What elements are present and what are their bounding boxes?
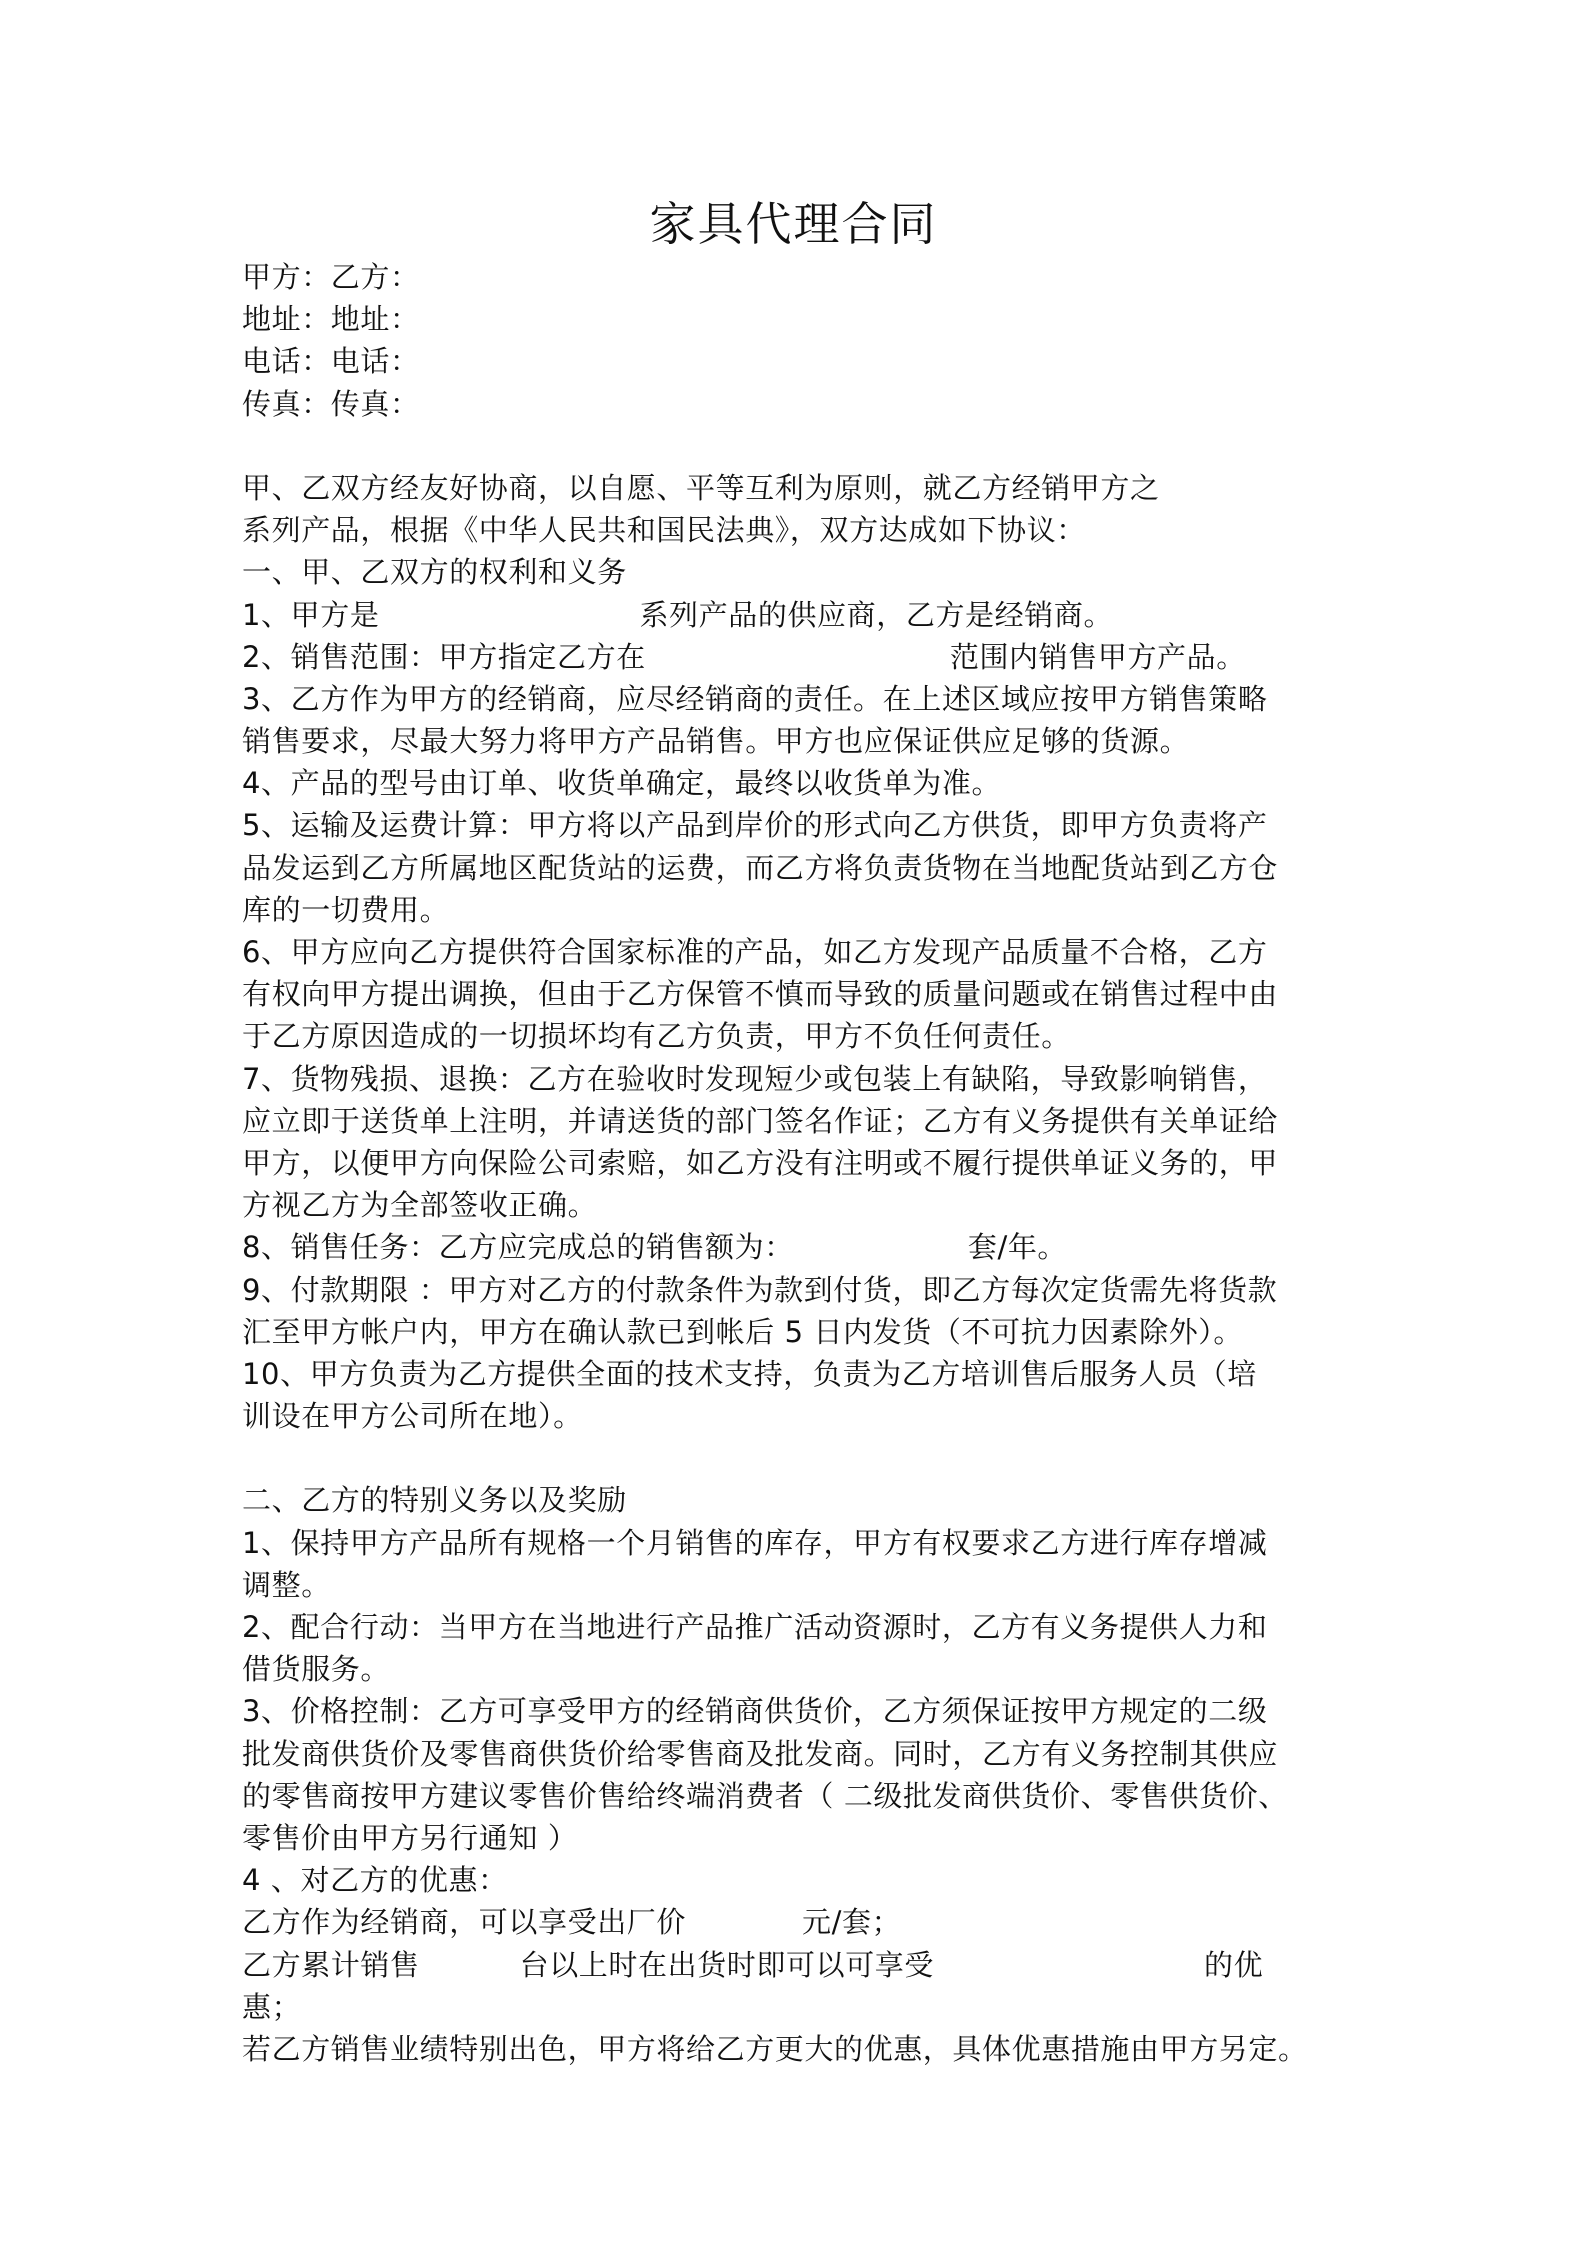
spacer [242, 425, 1362, 467]
clause-text: 1、甲方是 [242, 597, 380, 632]
clause-text: 8、销售任务：乙方应完成总的销售额为： [242, 1230, 794, 1265]
discount-line [242, 1901, 1362, 1943]
preamble-line: 系列产品，根据《中华人民共和国民法典》，双方达成如下协议： [242, 513, 1086, 548]
preamble-line: 甲、乙双方经友好协商，以自愿、平等互利为原则，就乙方经销甲方之 [242, 470, 1160, 505]
clause-text: 乙方累计销售 [242, 1947, 420, 1982]
clause-1-10: 10、甲方负责为乙方提供全面的技术支持，负责为乙方培训售后服务人员（培 [242, 1356, 1257, 1391]
clause-1-5: 5、运输及运费计算：甲方将以产品到岸价的形式向乙方供货，即甲方负责将产 [242, 808, 1268, 843]
clause-text: 系列产品的供应商，乙方是经销商。 [639, 597, 1114, 632]
spacer [242, 1437, 1362, 1479]
clause-2-2: 2、配合行动：当甲方在当地进行产品推广活动资源时，乙方有义务提供人力和 [242, 1610, 1268, 1644]
clause-1-6: 于乙方原因造成的一切损坏均有乙方负责，甲方不负任何责任。 [242, 1019, 1071, 1054]
clause-text: 的优 [1204, 1947, 1264, 1982]
clause-1-9: 9、付款期限 ：甲方对乙方的付款条件为款到付货，即乙方每次定货需先将货款 [242, 1272, 1278, 1307]
clause-2-3: 批发商供货价及零售商供货价给零售商及批发商。同时，乙方有义务控制其供应 [242, 1736, 1279, 1771]
clause-1-9: 汇至甲方帐户内，甲方在确认款已到帐后 5 日内发货（不可抗力因素除外）。 [242, 1314, 1243, 1349]
section-1-heading: 一、甲、乙双方的权利和义务 [242, 555, 627, 590]
clause-1-2 [242, 636, 1362, 678]
phone-line: 电话：电话： [242, 344, 420, 379]
clause-1-7: 方视乙方为全部签收正确。 [242, 1188, 598, 1223]
discount-line: 若乙方销售业绩特别出色，甲方将给乙方更大的优惠，具体优惠措施由甲方另定。 [242, 2031, 1308, 2066]
section-2-heading: 二、乙方的特别义务以及奖励 [242, 1483, 627, 1518]
discount-line [242, 1944, 1362, 1986]
clause-2-1: 调整。 [242, 1567, 331, 1602]
clause-2-2: 借货服务。 [242, 1652, 391, 1687]
clause-1-3: 销售要求，尽最大努力将甲方产品销售。甲方也应保证供应足够的货源。 [242, 724, 1190, 759]
clause-2-1: 1、保持甲方产品所有规格一个月销售的库存，甲方有权要求乙方进行库存增减 [242, 1525, 1268, 1560]
clause-text: 2、销售范围：甲方指定乙方在 [242, 639, 646, 674]
address-line: 地址：地址： [242, 302, 420, 337]
clause-1-10: 训设在甲方公司所在地）。 [242, 1399, 583, 1434]
clause-1-7: 7、货物残损、退换：乙方在验收时发现短少或包装上有缺陷，导致影响销售， [242, 1061, 1268, 1096]
clause-1-1 [242, 594, 1362, 636]
fax-line: 传真：传真： [242, 386, 420, 421]
clause-2-4-heading: 4 、对乙方的优惠： [242, 1863, 508, 1898]
clause-text: 台以上时在出货时即可以可享受 [519, 1947, 935, 1982]
clause-1-4: 4、产品的型号由订单、收货单确定，最终以收货单为准。 [242, 766, 1002, 801]
document-title: 家具代理合同 [649, 197, 938, 251]
clause-text: 套/年。 [967, 1230, 1068, 1265]
discount-line: 惠； [242, 1989, 302, 2024]
clause-1-6: 有权向甲方提出调换，但由于乙方保管不慎而导致的质量问题或在销售过程中由 [242, 977, 1279, 1012]
clause-2-3: 3、价格控制：乙方可享受甲方的经销商供货价，乙方须保证按甲方规定的二级 [242, 1694, 1268, 1729]
clause-2-3: 的零售商按甲方建议零售价售给终端消费者（ 二级批发商供货价、零售供货价、 [242, 1778, 1288, 1813]
clause-1-7: 甲方，以便甲方向保险公司索赔，如乙方没有注明或不履行提供单证义务的，甲 [242, 1145, 1279, 1180]
clause-1-5: 库的一切费用。 [242, 892, 450, 927]
party-line: 甲方：乙方： [242, 260, 420, 294]
document-body [242, 256, 1362, 2070]
clause-1-6: 6、甲方应向乙方提供符合国家标准的产品，如乙方发现产品质量不合格，乙方 [242, 935, 1268, 969]
clause-text: 乙方作为经销商，可以享受出厂价 [242, 1905, 687, 1940]
clause-text: 范围内销售甲方产品。 [949, 639, 1246, 674]
clause-1-8 [242, 1226, 1362, 1268]
clause-1-7: 应立即于送货单上注明，并请送货的部门签名作证；乙方有义务提供有关单证给 [242, 1103, 1279, 1138]
clause-2-3: 零售价由甲方另行通知 ） [242, 1820, 578, 1855]
clause-1-5: 品发运到乙方所属地区配货站的运费，而乙方将负责货物在当地配货站到乙方仓 [242, 850, 1279, 885]
clause-text: 元/套； [802, 1905, 902, 1940]
clause-1-3: 3、乙方作为甲方的经销商，应尽经销商的责任。在上述区域应按甲方销售策略 [242, 681, 1268, 716]
